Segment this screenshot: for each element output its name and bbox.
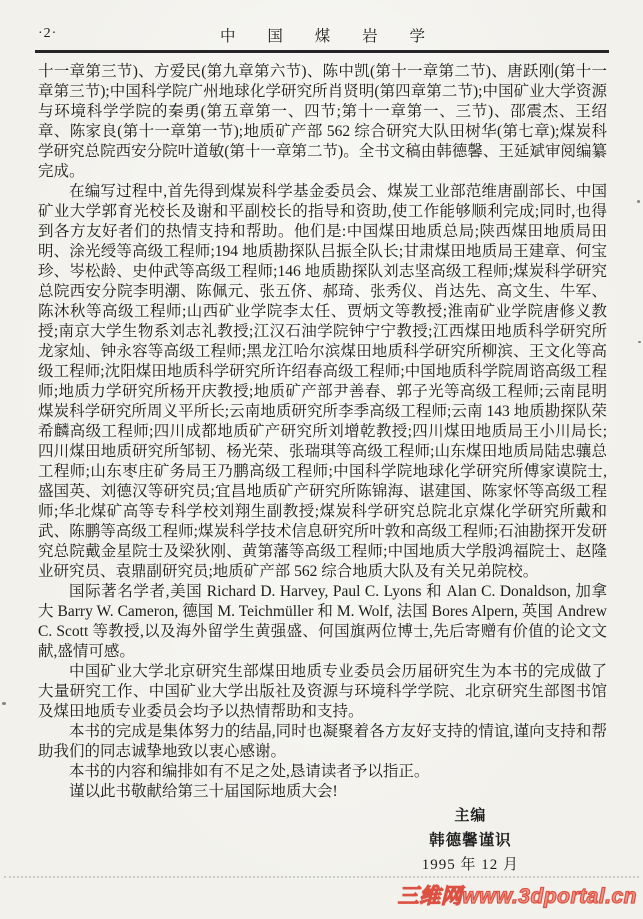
scan-speck [637, 200, 640, 203]
signature-date: 1995 年 12 月 [421, 856, 519, 873]
paragraph: 本书的内容和编排如有不足之处,恳请读者予以指正。 [69, 762, 430, 780]
paragraph: 本书的完成是集体努力的结晶,同时也凝聚着各方友好支持的情谊,谨向支持和帮助我们的同志诚挚地致以衷心感谢。 [38, 722, 607, 760]
paragraph: 在编写过程中,首先得到煤炭科学基金委员会、煤炭工业部范维唐副部长、中国矿业大学郭育光校长及谢和平副校长的指导和资助,使工作能够顺利完成;同时,也得到各方友好者们的热情支持和帮助。他们是:中国煤田地质总局;陕西煤田地质局田明、涂光绶等高级工程师;194 地质勘探队吕振全队长;甘肃煤田地质局王建章、何宝珍、岑松龄、史仲武等高级工程师;146 地质勘探队刘志坚高级工程师;煤炭科学研究总院西安分院李明潮、陈佩元、张五侪、郝琦、张秀仪、肖达先、高文生、牛军、陈沐秋等高级工程师;山西矿业学院李太任、贾炳文等教授;淮南矿业学院唐修义教授;南京大学生物系刘志礼教授;江汉石油学院钟宁宁教授;江西煤田地质科学研究所龙家灿、钟永容等高级工程师;黑龙江哈尔滨煤田地质科学研究所柳滨、王文化等高级工程师;沈阳煤田地质科学研究所许绍春高级工程师;中国地质科学院周谘高级工程师;地质力学研究所杨开庆教授;地质矿产部尹善春、郭子光等高级工程师;云南昆明煤炭科学研究所周义平所长;云南地质研究所李季高级工程师;云南 143 地质勘探队荣希麟高级工程师;四川成都地质矿产研究所刘增乾教授;四川煤田地质局王小川局长;四川煤田地质研究所邹韧、杨光荣、张瑞琪等高级工程师;山东煤田地质局陆忠骧总工程师;山东枣庄矿务局王乃鹏高级工程师;中国科学院地球化学研究所傅家谟院士,盛国英、刘德汉等研究员;宜昌地质矿产研究所陈锦海、谌建国、陈家怀等高级工程师;华北煤矿高等专科学校刘翔生副教授;煤炭科学研究总院北京煤化学研究所戴和武、陈鹏等高级工程师;煤炭科学技术信息研究所叶敦和高级工程师;石油勘探开发研究总院戴金星院士及梁狄刚、黄第藩等高级工程师;中国地质大学殷鸿福院士、赵隆业研究员、袁鼎副研究员;地质矿产部 562 综合地质大队及有关兄弟院校。 [38, 182, 607, 580]
running-head [38, 24, 607, 46]
page-number: ·2· [38, 26, 58, 41]
paragraph: 十一章第三节)、方爱民(第九章第六节)、陈中凯(第十一章第二节)、唐跃刚(第十一章第三节);中国科学院广州地球化学研究所肖贤明(第四章第二节);中国矿业大学资源与环境科学学院的秦勇(第五章第一、四节;第十一章第一、三节)、邵震杰、王绍章、陈家良(第十一章第一节);地质矿产部 562 综合研究大队田树华(第七章);煤炭科学研究总院西安分院叶道敏(第十一章第二节)。全书文稿由韩德馨、王延斌审阅编纂完成。 [38, 62, 607, 180]
signature-role: 主编 [454, 806, 487, 824]
header-rule [35, 50, 609, 53]
body-paragraphs [38, 62, 607, 802]
paragraph: 谨以此书敬献给第三十届国际地质大会! [69, 782, 338, 800]
scan-speck [638, 341, 641, 343]
paragraph: 国际著名学者,美国 Richard D. Harvey, Paul C. Lyons 和 Alan C. Donaldson, 加拿大 Barry W. Cameron, 德国 M. Teichmüller 和 M. Wolf, 法国 Bores Alpern, 英国 Andrew C. Scott 等教授,以及海外留学生黄强盛、何国旗两位博士,先后寄赠有价值的论文文献,盛情可感。 [38, 582, 607, 660]
scan-speck [2, 702, 6, 705]
paragraph: 中国矿业大学北京研究生部煤田地质专业委员会历届研究生为本书的完成做了大量研究工作、中国矿业大学出版社及资源与环境科学学院、北京研究生部图书馆及煤田地质专业委员会均予以热情帮助和支持。 [38, 662, 607, 720]
running-title: 中 国 煤 岩 学 [219, 28, 439, 45]
signature-block [422, 803, 519, 878]
signature-name: 韩德馨谨识 [429, 831, 512, 849]
watermark: 三维网www.3dportal.cn [397, 885, 637, 908]
scan-artifact-dotted-line [4, 876, 639, 878]
